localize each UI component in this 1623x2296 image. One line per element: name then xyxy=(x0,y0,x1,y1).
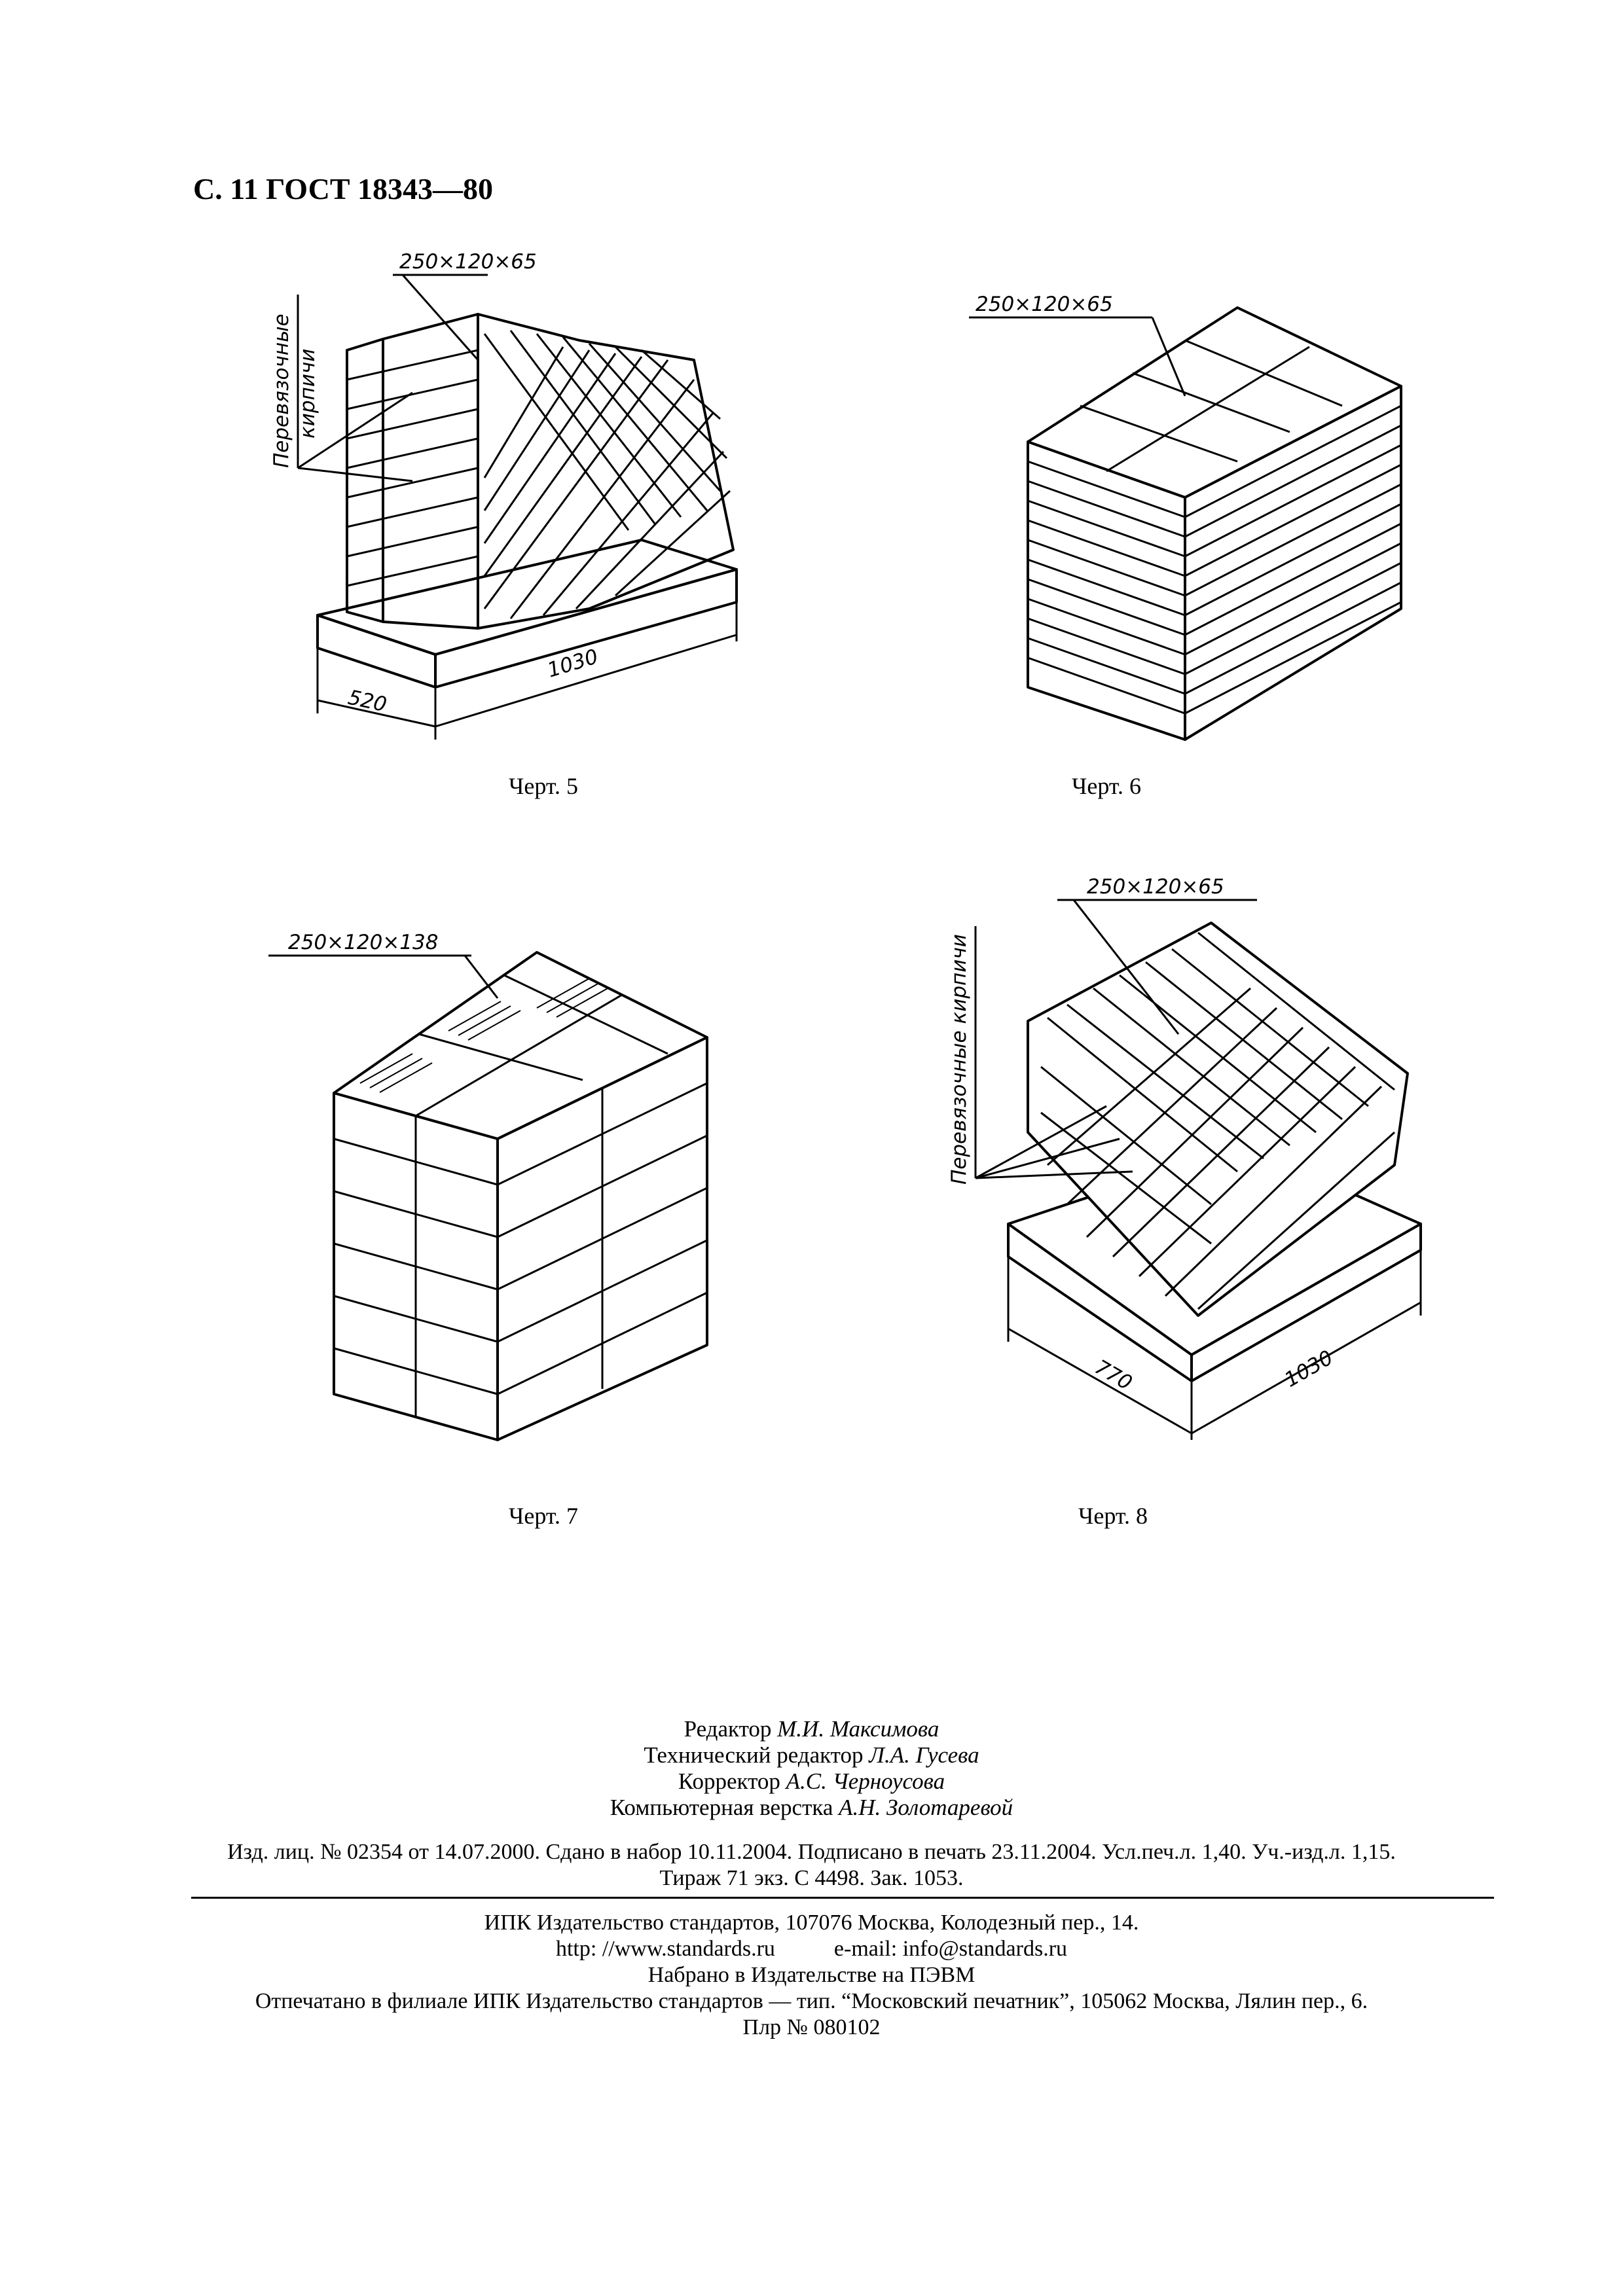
figure-5-dim-length: 1030 xyxy=(544,645,601,683)
figure-5-side-label-1: Перевязочные xyxy=(270,314,293,468)
credits-block xyxy=(0,1716,1623,1821)
figure-7-drawing xyxy=(262,916,733,1486)
figure-6-size-label: 250×120×65 xyxy=(976,293,1113,316)
figure-5-side-label-2: кирпичи xyxy=(296,348,319,439)
editor-line: Редактор М.И. Максимова xyxy=(684,1716,939,1742)
figure-8-drawing xyxy=(936,857,1486,1446)
figure-8 xyxy=(936,857,1486,1446)
printer-contacts xyxy=(0,1936,1623,1962)
tech-editor-line: Технический редактор Л.А. Гусева xyxy=(644,1742,979,1768)
license-number: Плр № 080102 xyxy=(742,2015,881,2039)
figure-6-drawing xyxy=(962,281,1434,753)
publication-line-2: Тираж 71 экз. С 4498. Зак. 1053. xyxy=(659,1866,964,1890)
printer-block xyxy=(0,1910,1623,2041)
figure-8-dim-width: 770 xyxy=(1091,1355,1137,1395)
figure-8-size-label: 250×120×65 xyxy=(1087,875,1224,899)
page-header: С. 11 ГОСТ 18343—80 xyxy=(193,172,494,206)
layout-line: Компьютерная верстка А.Н. Золотаревой xyxy=(610,1795,1013,1820)
figure-5-dim-width: 520 xyxy=(346,685,389,717)
figure-6-caption: Черт. 6 xyxy=(1072,773,1141,799)
figure-7 xyxy=(262,916,733,1486)
figure-5-caption: Черт. 5 xyxy=(509,773,578,799)
figure-8-side-label: Перевязочные кирпичи xyxy=(947,934,971,1185)
figure-8-caption: Черт. 8 xyxy=(1078,1503,1148,1529)
printer-email: e-mail: info@standards.ru xyxy=(833,1937,1068,1961)
printed-at: Отпечатано в филиале ИПК Издательство стандартов — тип. “Московский печатник”, 105062 Москва, Лялин пер., 6. xyxy=(255,1989,1368,2013)
printer-website: http: //www.standards.ru xyxy=(555,1937,775,1961)
figure-8-dim-length: 1030 xyxy=(1281,1346,1338,1392)
figure-5 xyxy=(262,242,786,766)
printer-address: ИПК Издательство стандартов, 107076 Москва, Колодезный пер., 14. xyxy=(484,1910,1139,1935)
divider xyxy=(191,1897,1494,1899)
typeset-note: Набрано в Издательстве на ПЭВМ xyxy=(647,1963,976,1987)
corrector-line: Корректор А.С. Черноусова xyxy=(678,1768,945,1794)
figure-6 xyxy=(962,281,1434,753)
figure-7-caption: Черт. 7 xyxy=(509,1503,578,1529)
publication-line-1: Изд. лиц. № 02354 от 14.07.2000. Сдано в набор 10.11.2004. Подписано в печать 23.11.2004. Усл.печ.л. 1,40. Уч.-изд.л. 1,15. xyxy=(227,1840,1396,1864)
figure-5-drawing xyxy=(262,242,786,766)
figure-5-size-label: 250×120×65 xyxy=(399,250,537,274)
figure-7-size-label: 250×120×138 xyxy=(288,931,439,954)
